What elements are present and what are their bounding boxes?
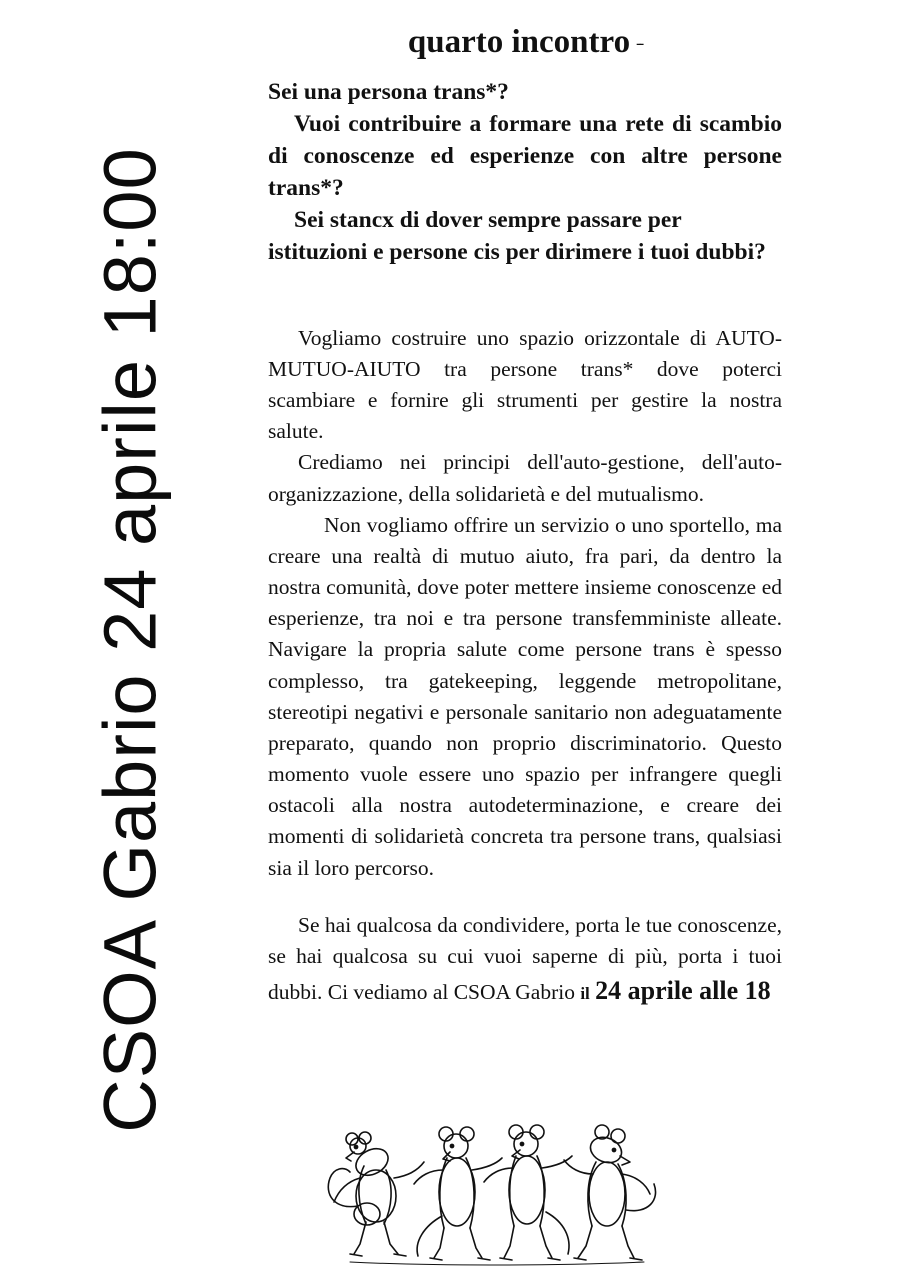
body-paragraph-1: Vogliamo costruire uno spazio orizzontale di AUTO-MUTUO-AIUTO tra persone trans* dove poterci scambiare e fornire gli strumenti per gestire la nostra salute.: [268, 325, 782, 444]
closing-small-word: il: [580, 984, 590, 1004]
lead-question-2: Vuoi contribuire a formare una rete di scambio di conoscenze ed esperienze con altre persone trans*?: [268, 110, 782, 201]
body-paragraph-3: Non vogliamo offrire un servizio o uno sportello, ma creare una realtà di mutuo aiuto, fra pari, da dentro la nostra comunità, dove poter mettere insieme conoscenze ed esperienze, tra noi e tra persone transfemministe alleate. Navigare la propria salute come persone trans è spesso complesso, tra gatekeeping, leggende metropolitane, stereotipi negativi e personale sanitario non adeguatamente preparato, quando non proprio discriminatorio. Questo momento vuole essere uno spazio per infrangere quegli ostacoli alla nostra autodeterminazione, e creare dei momenti di solidarietà concreta tra persone trans, qualsiasi sia il loro percorso.: [268, 512, 782, 880]
mice-svg: [310, 1066, 670, 1266]
lead-question-1: Sei una persona trans*?: [268, 79, 509, 105]
closing-date: 24 aprile alle 18: [595, 976, 771, 1006]
mouse-4: [564, 1125, 656, 1260]
lead-question-3: Sei stancx di dover sempre passare per istituzioni e persone cis per dirimere i tuoi dubbi?: [268, 206, 766, 265]
mouse-2: [414, 1127, 502, 1260]
four-dancing-mice-illustration: [310, 1066, 670, 1266]
closing-block: [268, 910, 782, 1010]
headline-text: quarto incontro: [407, 24, 631, 60]
mouse-3: [484, 1125, 572, 1260]
headline-dash: --: [636, 35, 643, 52]
lead-questions: [268, 77, 782, 301]
closing-sentence: Se hai qualcosa da condividere, porta le tue conoscenze, se hai qualcosa su cui vuoi saperne di più, porta i tuoi dubbi. Ci vediamo al CSOA Gabrio: [268, 912, 782, 1005]
side-banner: [0, 0, 260, 1280]
closing-text: [268, 910, 782, 1010]
body-text: [268, 323, 782, 884]
body-paragraph-2: Crediamo nei principi dell'auto-gestione, dell'auto-organizzazione, della solidarietà e del mutualismo.: [268, 450, 782, 506]
page-title: [268, 24, 782, 61]
mouse-1: [328, 1132, 424, 1256]
side-banner-text: CSOA Gabrio 24 aprile 18:00: [88, 147, 172, 1133]
